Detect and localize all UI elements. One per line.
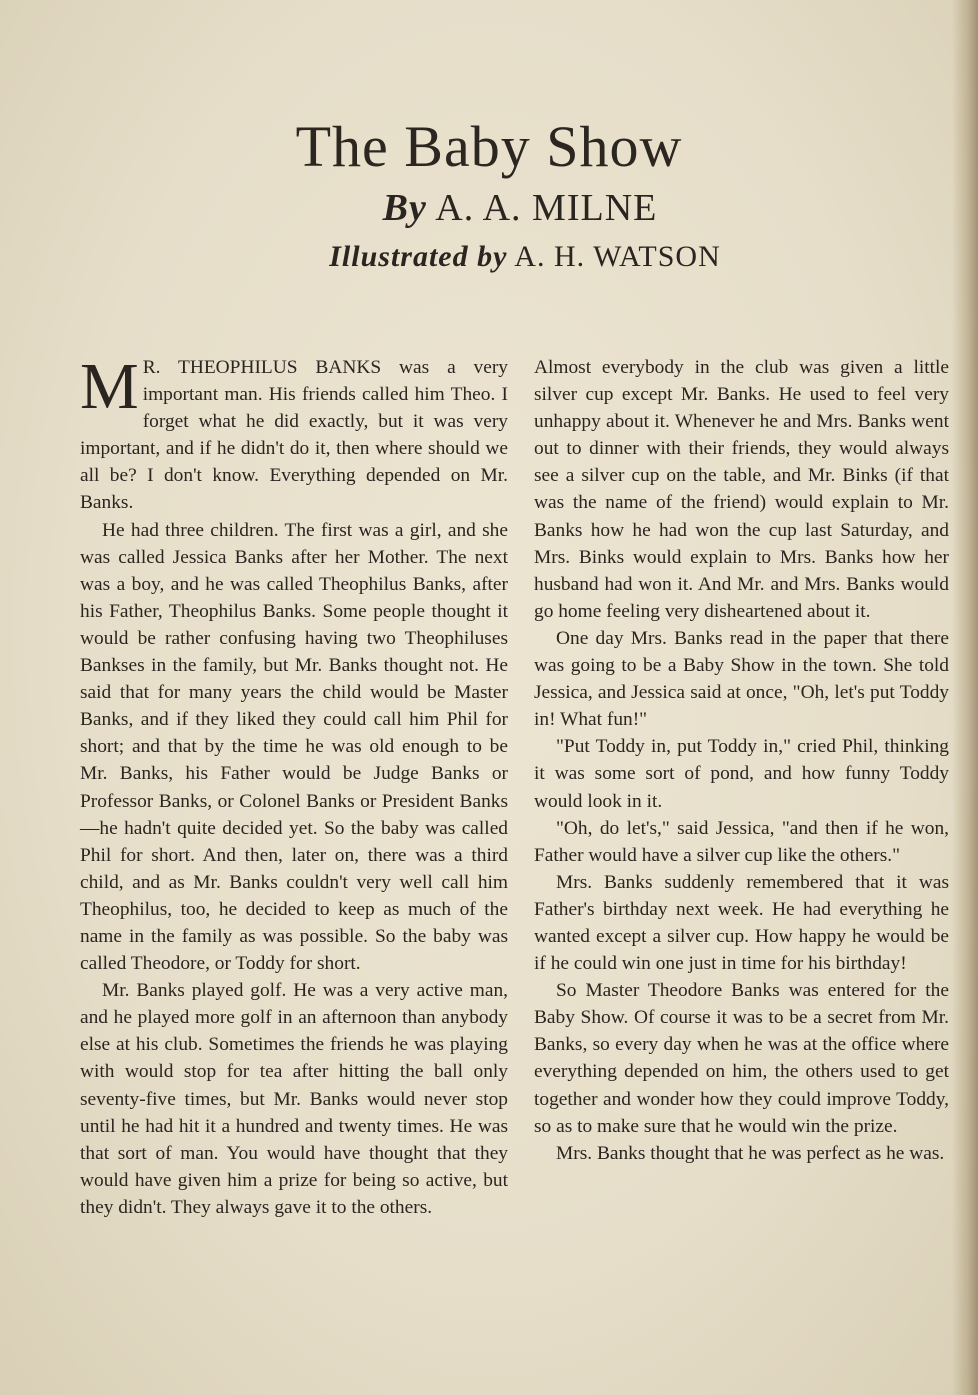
paragraph: Mrs. Banks thought that he was perfect as he was.: [556, 1142, 945, 1164]
paragraph: One day Mrs. Banks read in the paper that there was going to be a Baby Show in the town. She told Jessica, and Jessica said at once, "Oh, let's put Toddy in! What fun!": [534, 627, 949, 731]
paragraph: "Oh, do let's," said Jessica, "and then if he won, Father would have a silver cup like the others.": [534, 817, 949, 866]
paragraph: Mrs. Banks suddenly remembered that it was Father's birthday next week. He had everything he wanted except a silver cup. How happy he would be if he could win one just in time for his birthday!: [534, 871, 949, 975]
byline: [0, 186, 978, 230]
paragraph: Almost everybody in the club was given a little silver cup except Mr. Banks. He used to feel very unhappy about it. Whenever he and Mrs. Banks went out to dinner with their friends, they would always see a silver cup on the table, and Mr. Binks (if that was the name of the friend) would explain to Mr. Banks how he had won the cup last Saturday, and Mrs. Binks would explain to Mrs. Banks how her husband had won it. And Mr. and Mrs. Banks would go home feeling very disheartened about it.: [534, 357, 949, 622]
left-column: [80, 350, 508, 1221]
illustrator-credit: [0, 240, 978, 274]
paragraph: He had three children. The first was a girl, and she was called Jessica Banks after her Mother. The next was a boy, and he was called Theophilus Banks, after his Father, Theophilus Banks. Some people thought it would be rather confusing having two Theophiluses Bankses in the family, but Mr. Banks thought not. He said that for many years the child would be Master Banks, and if they liked they could call him Phil for short; and that by the time he was old enough to be Mr. Banks, his Father would be Judge Banks or Professor Banks, or Colonel Banks or President Banks—he hadn't quite decided yet. So the baby was called Phil for short. And then, later on, there was a third child, and as Mr. Banks couldn't very well call him Theophilus, too, he decided to keep as much of the name in the family as was possible. So the baby was called Theodore, or Toddy for short.: [80, 519, 508, 975]
paragraph: [80, 350, 508, 517]
article-title: The Baby Show: [295, 113, 683, 179]
paragraph: "Put Toddy in, put Toddy in," cried Phil, thinking it was some sort of pond, and how funny Toddy would look in it.: [534, 736, 949, 812]
paragraph-text: R. THEOPHILUS BANKS was a very important man. His friends called him Theo. I forget what he did exactly, but it was very important, and if he didn't do it, then where should we all be? I don't know. Everything depended on Mr. Banks.: [80, 357, 508, 514]
drop-cap: M: [80, 350, 139, 423]
illustrated-lead: Illustrated by: [329, 240, 508, 273]
illustrator-name: A. H. WATSON: [514, 240, 721, 273]
byline-lead: By: [382, 187, 427, 229]
right-column: [534, 354, 949, 1167]
author-name: A. A. MILNE: [435, 187, 658, 229]
paragraph: So Master Theodore Banks was entered for the Baby Show. Of course it was to be a secret from Mr. Banks, so every day when he was at the office where everything depended on him, the others used to get together and wonder how they could improve Toddy, so as to make sure that he would win the prize.: [534, 980, 949, 1137]
paragraph: Mr. Banks played golf. He was a very active man, and he played more golf in an afternoon than anybody else at his club. Sometimes the friends he was playing with would stop for tea after hitting the ball only seventy-five times, but Mr. Banks would never stop until he had hit it a hundred and twenty times. He was that sort of man. You would have thought that they would have given him a prize for being so active, but they didn't. They always gave it to the others.: [80, 980, 508, 1218]
